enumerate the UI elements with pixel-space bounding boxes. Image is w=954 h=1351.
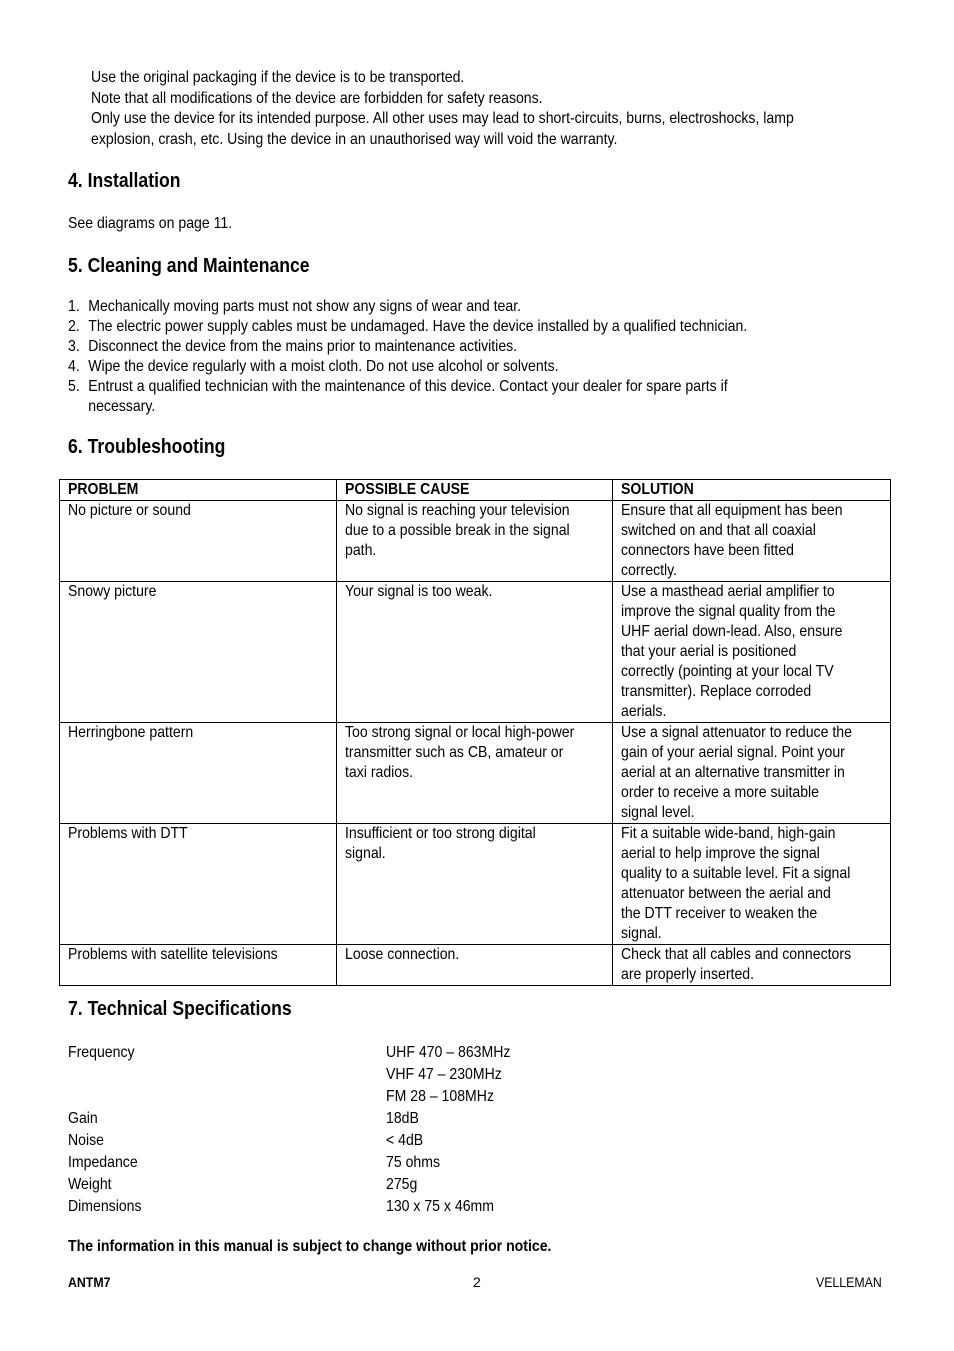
spec-row xyxy=(68,1108,527,1130)
installation-text: See diagrams on page 11. xyxy=(68,215,233,232)
spec-values xyxy=(386,1130,423,1152)
cell-line: Use a masthead aerial amplifier to xyxy=(621,583,835,600)
list-item-number: 4. xyxy=(68,358,80,375)
spec-label: Dimensions xyxy=(68,1198,142,1215)
table-cell-cause xyxy=(337,723,613,824)
notice-text: The information in this manual is subject to change without prior notice. xyxy=(68,1238,552,1255)
cell-line: signal. xyxy=(621,925,662,942)
cell-line: Problems with satellite televisions xyxy=(68,946,278,963)
list-item xyxy=(68,357,747,377)
table-row xyxy=(60,501,891,582)
cell-line: that your aerial is positioned xyxy=(621,643,797,660)
specs-list xyxy=(68,1042,527,1218)
column-header-solution: SOLUTION xyxy=(613,480,891,501)
table-cell-solution xyxy=(613,723,891,824)
cell-line: Loose connection. xyxy=(345,946,460,963)
spec-value: 130 x 75 x 46mm xyxy=(386,1198,495,1215)
installation-heading: 4. Installation xyxy=(68,170,181,192)
cell-line: Snowy picture xyxy=(68,583,157,600)
maintenance-list xyxy=(68,297,747,417)
cell-line: improve the signal quality from the xyxy=(621,603,836,620)
spec-values xyxy=(386,1196,494,1218)
spec-value: < 4dB xyxy=(386,1132,424,1149)
table-cell-cause xyxy=(337,582,613,723)
cell-line: signal level. xyxy=(621,804,695,821)
list-item xyxy=(68,377,747,417)
spec-label: Frequency xyxy=(68,1044,135,1061)
table-row xyxy=(60,582,891,723)
table-cell-problem xyxy=(60,582,337,723)
table-cell-problem xyxy=(60,945,337,986)
list-item-text: necessary. xyxy=(88,398,156,415)
table-row xyxy=(60,945,891,986)
spec-value: VHF 47 – 230MHz xyxy=(386,1066,502,1083)
cell-line: aerial at an alternative transmitter in xyxy=(621,764,845,781)
footer-model: ANTM7 xyxy=(68,1274,111,1290)
cell-line: No signal is reaching your television xyxy=(345,502,570,519)
spec-value: 75 ohms xyxy=(386,1154,441,1171)
cell-line: Use a signal attenuator to reduce the xyxy=(621,724,852,741)
cell-line: correctly (pointing at your local TV xyxy=(621,663,834,680)
cell-line: transmitter such as CB, amateur or xyxy=(345,744,564,761)
table-cell-solution xyxy=(613,824,891,945)
spec-value: 18dB xyxy=(386,1110,419,1127)
cell-line: correctly. xyxy=(621,562,678,579)
cell-line: taxi radios. xyxy=(345,764,414,781)
troubleshooting-table xyxy=(59,479,891,986)
spec-row xyxy=(68,1042,527,1108)
table-cell-cause xyxy=(337,824,613,945)
list-item xyxy=(68,337,747,357)
spec-values xyxy=(386,1174,417,1196)
cell-line: signal. xyxy=(345,845,386,862)
spec-value: 275g xyxy=(386,1176,418,1193)
cell-line: Fit a suitable wide-band, high-gain xyxy=(621,825,836,842)
spec-values xyxy=(386,1152,440,1174)
column-header-problem: PROBLEM xyxy=(60,480,337,501)
cell-line: Check that all cables and connectors xyxy=(621,946,852,963)
footer-brand: VELLEMAN xyxy=(816,1274,882,1290)
cell-line: UHF aerial down-lead. Also, ensure xyxy=(621,623,843,640)
cell-line: aerial to help improve the signal xyxy=(621,845,820,862)
cell-line: quality to a suitable level. Fit a signal xyxy=(621,865,851,882)
spec-values xyxy=(386,1108,419,1130)
spec-values xyxy=(386,1042,510,1108)
cell-line: due to a possible break in the signal xyxy=(345,522,570,539)
table-cell-solution xyxy=(613,945,891,986)
spec-row xyxy=(68,1174,527,1196)
table-cell-solution xyxy=(613,501,891,582)
cell-line: Your signal is too weak. xyxy=(345,583,493,600)
spec-row xyxy=(68,1152,527,1174)
table-row xyxy=(60,723,891,824)
list-item-text: Disconnect the device from the mains prior to maintenance activities. xyxy=(88,338,518,355)
specs-heading: 7. Technical Specifications xyxy=(68,998,292,1020)
table-cell-solution xyxy=(613,582,891,723)
cell-line: connectors have been fitted xyxy=(621,542,794,559)
troubleshooting-heading: 6. Troubleshooting xyxy=(68,436,226,458)
list-item-text: The electric power supply cables must be undamaged. Have the device installed by a qualified technician. xyxy=(88,318,748,335)
cell-line: Ensure that all equipment has been xyxy=(621,502,843,519)
list-item xyxy=(68,297,747,317)
intro-line: Use the original packaging if the device is to be transported. xyxy=(91,69,465,86)
cell-line: attenuator between the aerial and xyxy=(621,885,831,902)
intro-paragraph xyxy=(91,68,794,150)
table-cell-problem xyxy=(60,723,337,824)
spec-value: UHF 470 – 863MHz xyxy=(386,1044,511,1061)
table-cell-cause xyxy=(337,501,613,582)
table-cell-problem xyxy=(60,824,337,945)
cell-line: order to receive a more suitable xyxy=(621,784,819,801)
cell-line: switched on and that all coaxial xyxy=(621,522,816,539)
cell-line: transmitter). Replace corroded xyxy=(621,683,812,700)
list-item xyxy=(68,317,747,337)
spec-label: Impedance xyxy=(68,1154,138,1171)
cell-line: path. xyxy=(345,542,377,559)
spec-row xyxy=(68,1196,527,1218)
list-item-text: Entrust a qualified technician with the maintenance of this device. Contact your dealer for spare parts if xyxy=(88,378,728,395)
cleaning-heading: 5. Cleaning and Maintenance xyxy=(68,255,310,277)
cell-line: Problems with DTT xyxy=(68,825,188,842)
table-cell-problem xyxy=(60,501,337,582)
cell-line: aerials. xyxy=(621,703,667,720)
table-row xyxy=(60,824,891,945)
footer-page-number: 2 xyxy=(473,1274,481,1290)
list-item-number: 2. xyxy=(68,318,80,335)
intro-line: Only use the device for its intended purpose. All other uses may lead to short-circuits, burns, electroshocks, lamp xyxy=(91,110,794,127)
list-item-number: 3. xyxy=(68,338,80,355)
spec-row xyxy=(68,1130,527,1152)
cell-line: the DTT receiver to weaken the xyxy=(621,905,818,922)
table-header-row xyxy=(60,480,891,501)
table-cell-cause xyxy=(337,945,613,986)
cell-line: Herringbone pattern xyxy=(68,724,194,741)
list-item-number: 1. xyxy=(68,298,80,315)
spec-label: Noise xyxy=(68,1132,104,1149)
cell-line: Too strong signal or local high-power xyxy=(345,724,575,741)
list-item-text: Wipe the device regularly with a moist cloth. Do not use alcohol or solvents. xyxy=(88,358,559,375)
intro-line: explosion, crash, etc. Using the device in an unauthorised way will void the warranty. xyxy=(91,130,618,148)
spec-label: Gain xyxy=(68,1110,98,1127)
cell-line: No picture or sound xyxy=(68,502,191,519)
column-header-cause: POSSIBLE CAUSE xyxy=(337,480,613,501)
cell-line: are properly inserted. xyxy=(621,966,755,983)
spec-value: FM 28 – 108MHz xyxy=(386,1088,494,1105)
cell-line: Insufficient or too strong digital xyxy=(345,825,536,842)
spec-label: Weight xyxy=(68,1176,112,1193)
cell-line: gain of your aerial signal. Point your xyxy=(621,744,845,761)
list-item-number: 5. xyxy=(68,378,80,395)
intro-line: Note that all modifications of the device are forbidden for safety reasons. xyxy=(91,89,543,107)
list-item-text: Mechanically moving parts must not show any signs of wear and tear. xyxy=(88,298,522,315)
